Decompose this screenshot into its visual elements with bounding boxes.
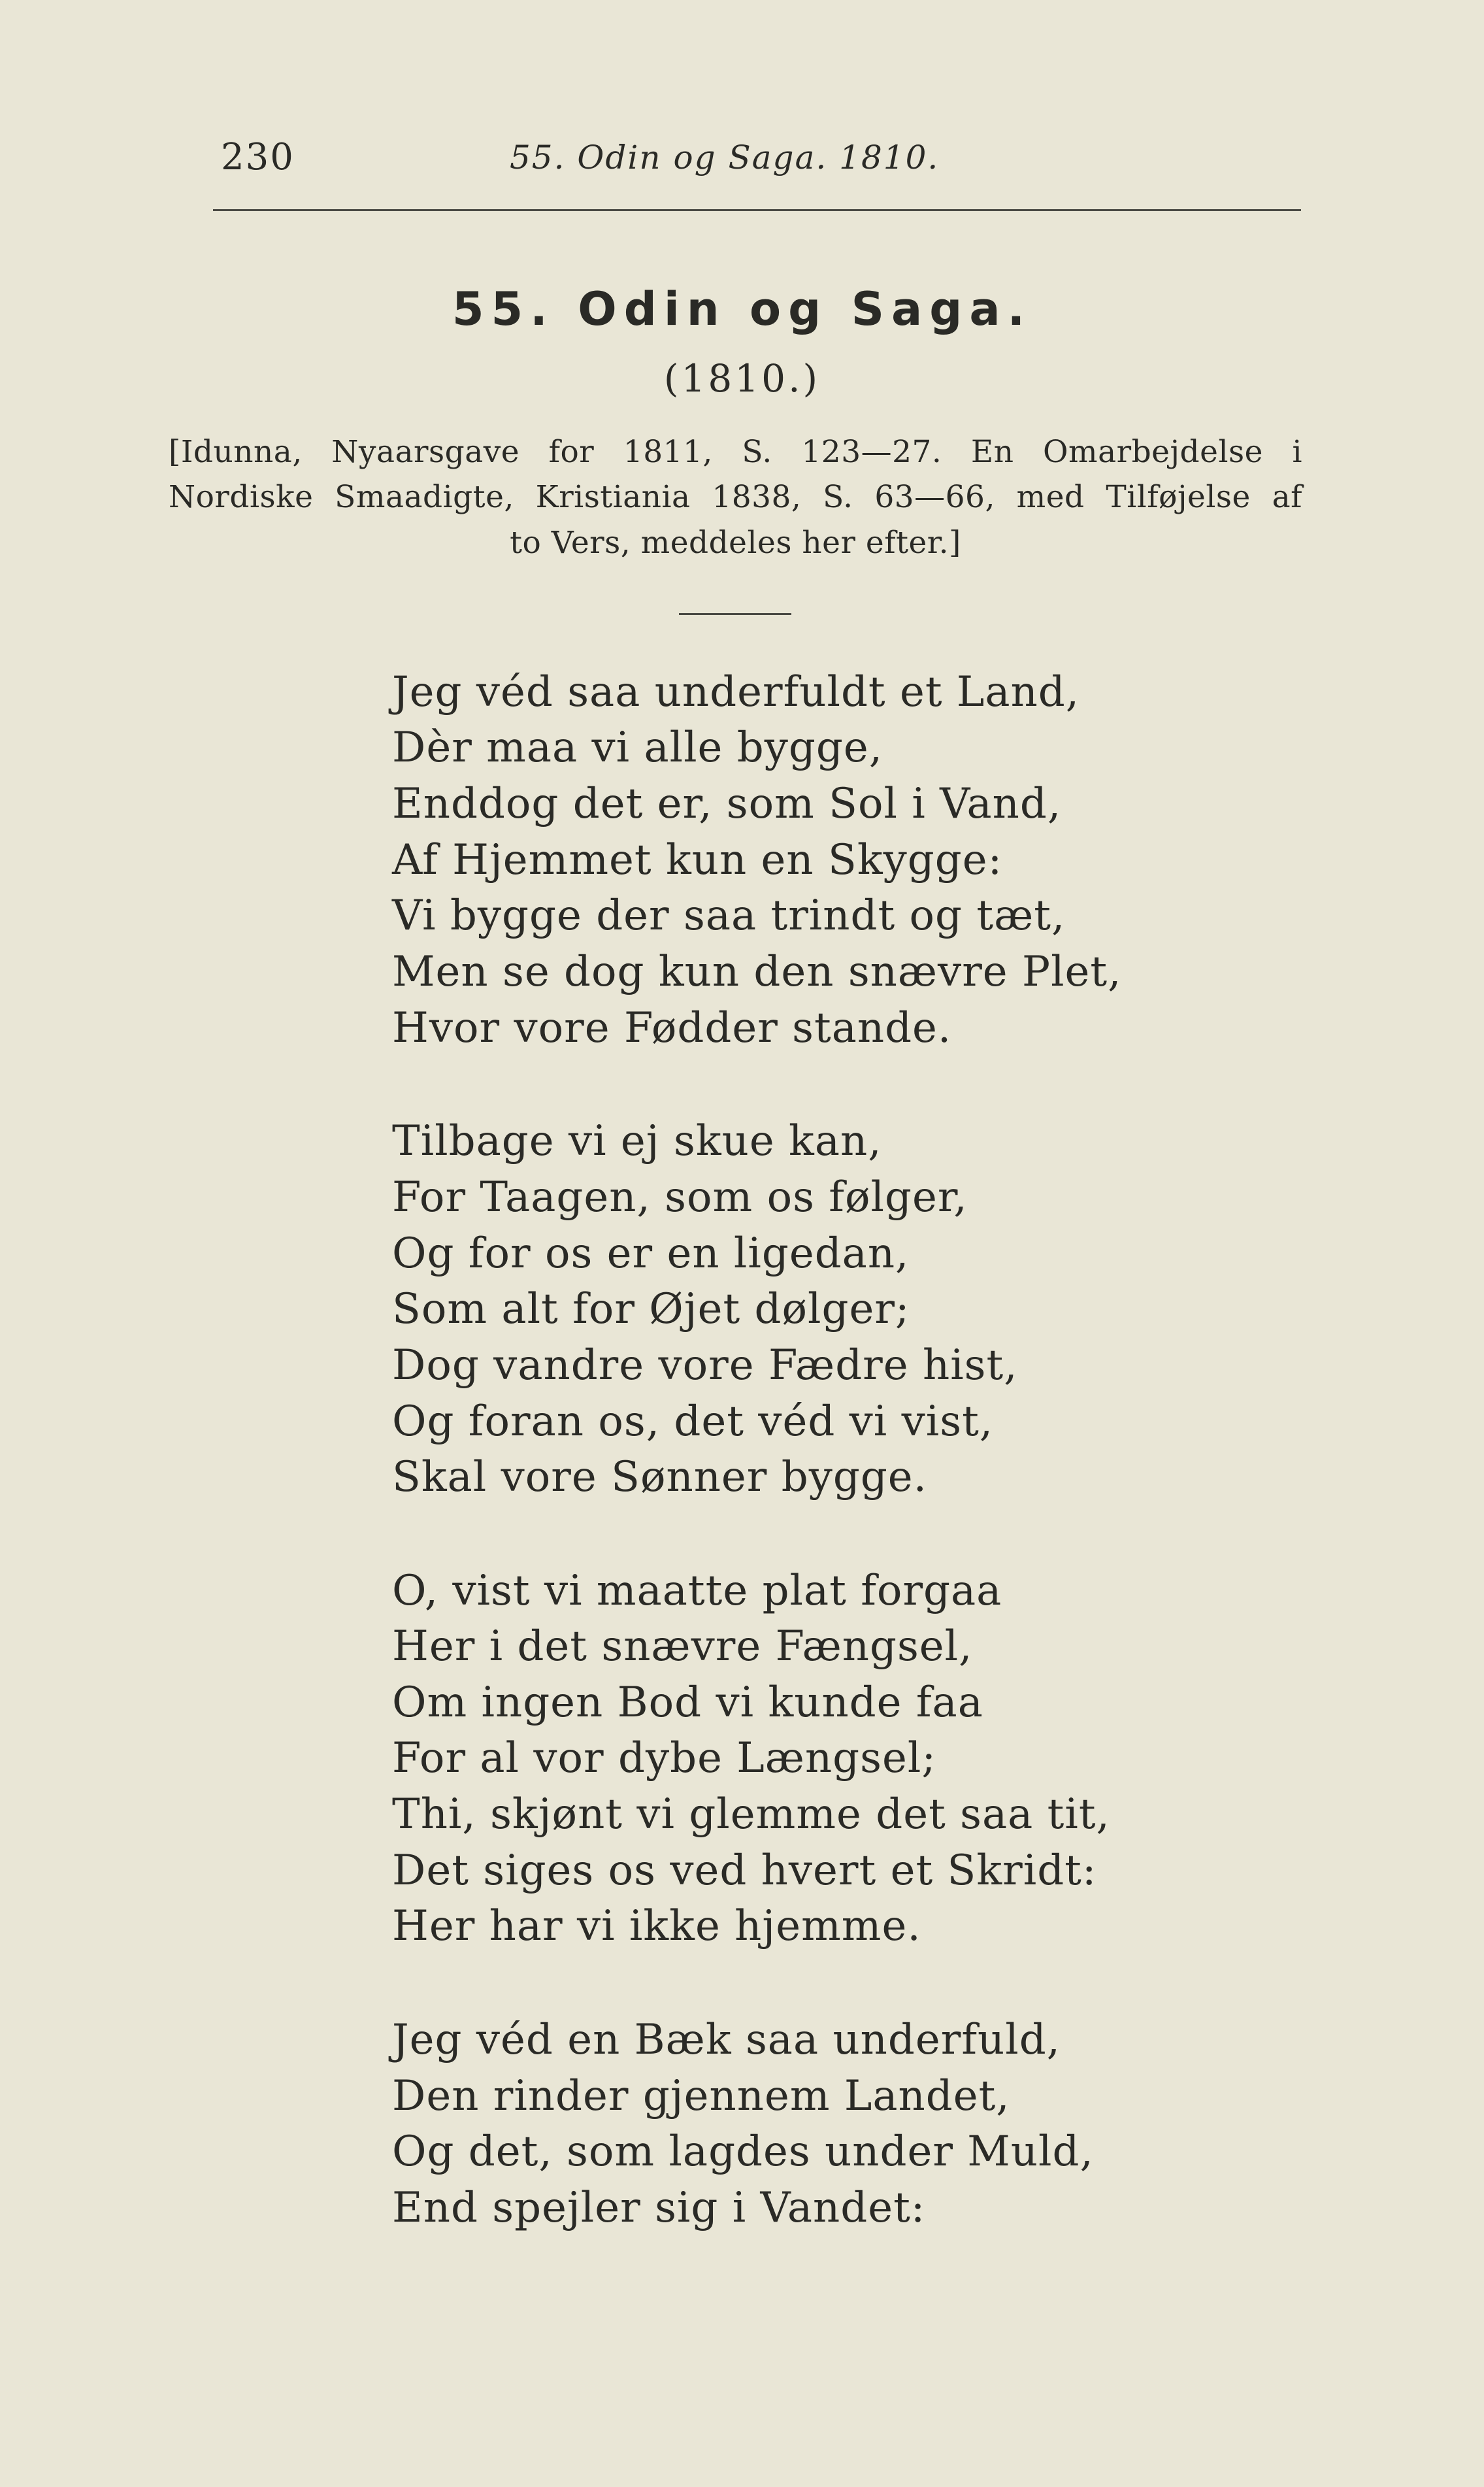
verse-line: Jeg véd saa underfuldt et Land, [392,668,1080,716]
verse-line: For al vor dybe Længsel; [392,1734,936,1782]
verse-line: Om ingen Bod vi kunde faa [392,1678,983,1727]
editorial-note-line-3: to Vers, meddeles her efter.] [510,525,961,561]
verse-line: End spejler sig i Vandet: [392,2184,926,2232]
header-rule [213,209,1301,211]
verse-line: Thi, skjønt vi glemme det saa tit, [392,1790,1110,1839]
section-divider [679,613,791,615]
verse-line: Af Hjemmet kun en Skygge: [392,836,1003,884]
verse-line: Den rinder gjennem Landet, [392,2072,1010,2120]
verse-line: Dog vandre vore Fædre hist, [392,1341,1018,1390]
verse-line: O, vist vi maatte plat forgaa [392,1567,1002,1615]
verse-line: Tilbage vi ej skue kan, [392,1117,882,1165]
verse-line: Som alt for Øjet dølger; [392,1285,910,1333]
verse-line: Her i det snævre Fængsel, [392,1622,973,1671]
verse-line: Og foran os, det véd vi vist, [392,1397,994,1446]
verse-line: Og det, som lagdes under Muld, [392,2128,1094,2176]
verse-line: Dèr maa vi alle bygge, [392,724,883,772]
verse-line: Og for os er en ligedan, [392,1229,910,1278]
editorial-note-line-1: [Idunna, Nyaarsgave for 1811, S. 123—27. En Omarbejdelse i [169,434,1302,470]
verse-line: Vi bygge der saa trindt og tæt, [392,892,1066,940]
poem-title: 55. Odin og Saga. [452,282,1032,336]
verse-line: Her har vi ikke hjemme. [392,1902,921,1950]
verse-line: Hvor vore Fødder stande. [392,1004,952,1052]
verse-line: Men se dog kun den snævre Plet, [392,948,1122,996]
running-head: 55. Odin og Saga. 1810. [510,139,940,176]
verse-line: For Taagen, som os følger, [392,1173,968,1222]
poem-year: (1810.) [663,356,821,401]
editorial-note-line-2: Nordiske Smaadigte, Kristiania 1838, S. 63—66, med Tilføjelse af [169,479,1302,515]
verse-line: Jeg véd en Bæk saa underfuld, [392,2016,1061,2064]
page-number: 230 [221,136,295,178]
verse-line: Det siges os ved hvert et Skridt: [392,1846,1097,1895]
verse-line: Enddog det er, som Sol i Vand, [392,780,1062,828]
verse-line: Skal vore Sønner bygge. [392,1453,927,1501]
